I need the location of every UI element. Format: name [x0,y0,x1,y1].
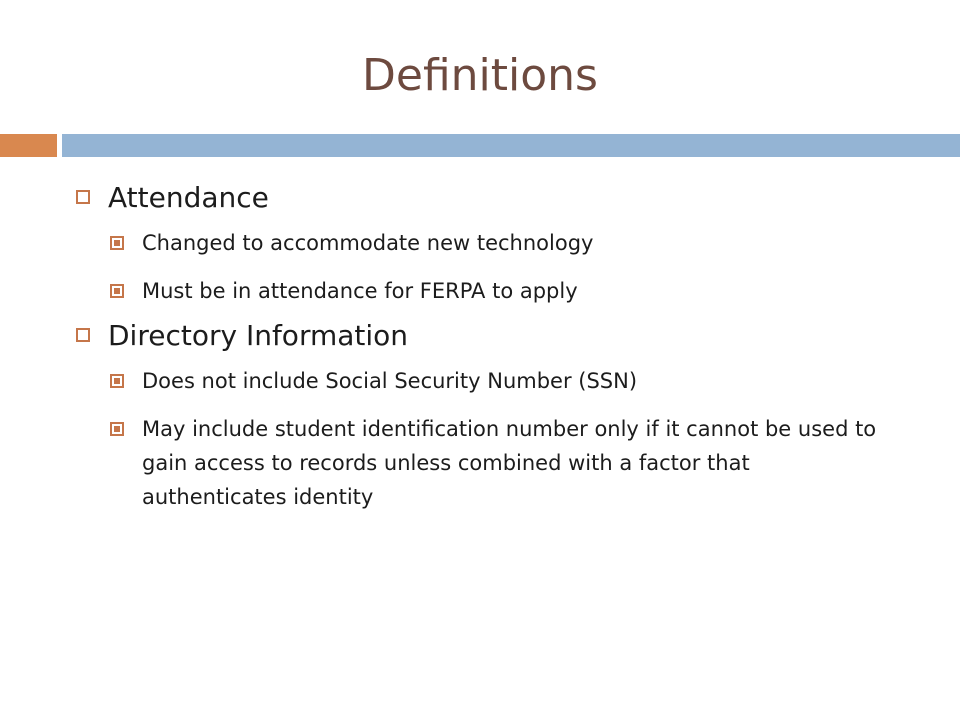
accent-bar-orange [0,134,57,157]
filled-square-bullet-icon [110,422,124,436]
section-heading-directory-information [76,314,896,358]
filled-square-bullet-icon [110,284,124,298]
sub-bullet-text: Changed to accommodate new technology [142,231,594,255]
sub-bullet-text: Does not include Social Security Number (SSN) [142,369,638,393]
bullet-list [76,176,896,528]
filled-square-bullet-icon [110,236,124,250]
sub-bullet [110,412,882,514]
accent-bar-blue [62,134,960,157]
hollow-square-bullet-icon [76,328,90,342]
sub-bullet [110,274,882,308]
sub-bullet-text: May include student identification number only if it cannot be used to gain access to records unless combined with a factor that authenticates identity [142,417,877,509]
slide-title: Definitions [362,50,598,101]
sub-bullet [110,364,882,398]
section-heading-attendance [76,176,896,220]
hollow-square-bullet-icon [76,190,90,204]
section-heading-text: Directory Information [108,319,409,352]
section-heading-text: Attendance [108,181,269,214]
sub-bullet [110,226,882,260]
sub-bullet-text: Must be in attendance for FERPA to apply [142,279,578,303]
filled-square-bullet-icon [110,374,124,388]
